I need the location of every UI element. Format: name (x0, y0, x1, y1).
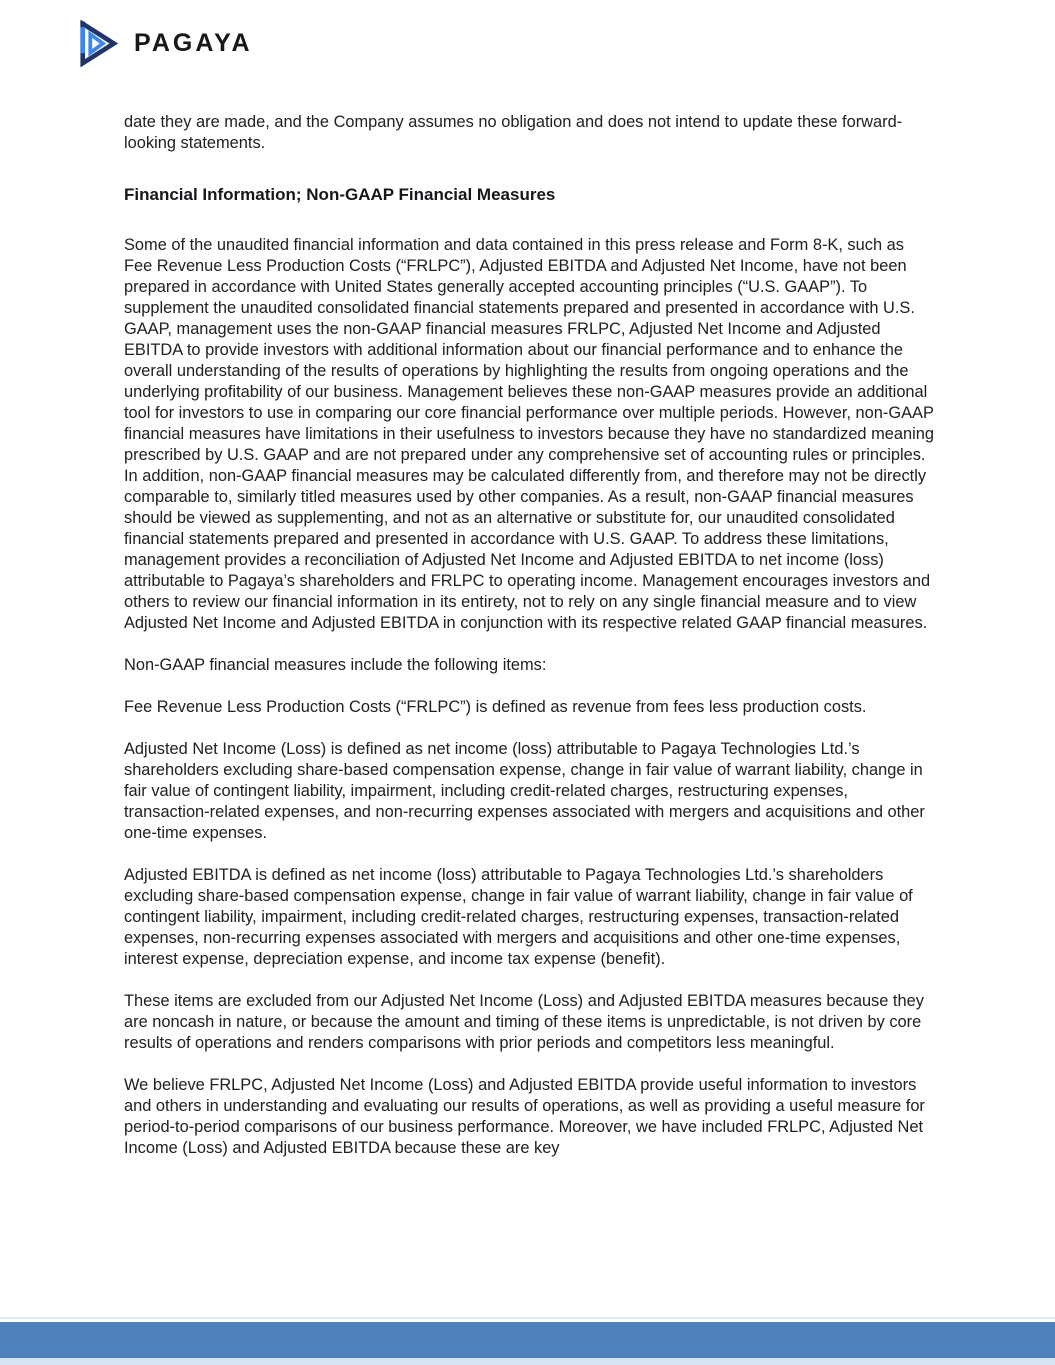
body-paragraph-usefulness: We believe FRLPC, Adjusted Net Income (Loss) and Adjusted EBITDA provide useful information to investors and others in understanding and evaluating our results of operations, as well as providing a useful measure for period-to-period comparisons of our business performance. Moreover, we have included FRLPC, Adjusted Net Income (Loss) and Adjusted EBITDA because these are key (124, 1076, 925, 1157)
pagaya-logo (76, 20, 253, 67)
body-paragraph-adjusted-ebitda-definition: Adjusted EBITDA is defined as net income (loss) attributable to Pagaya Technologies Ltd.’s shareholders excluding share-based compensation expense, change in fair value of warrant liability, change in fair value of contingent liability, impairment, including credit-related charges, restructuring expenses, transaction-related expenses, non-recurring expenses associated with mergers and acquisitions and other one-time expenses, interest expense, depreciation expense, and income tax expense (benefit). (124, 866, 913, 968)
footer-bar (0, 1322, 1055, 1358)
body-paragraph-adjusted-net-income-definition: Adjusted Net Income (Loss) is defined as net income (loss) attributable to Pagaya Technologies Ltd.’s shareholders excluding share-based compensation expense, change in fair value of warrant liability, change in fair value of contingent liability, impairment, including credit-related charges, restructuring expenses, transaction-related expenses, and non-recurring expenses associated with mergers and acquisitions and other one-time expenses. (124, 740, 925, 842)
section-heading: Financial Information; Non-GAAP Financial Measures (124, 185, 556, 204)
pagaya-logo-icon (76, 20, 118, 67)
body-paragraph-non-gaap-overview: Some of the unaudited financial information and data contained in this press release and Form 8-K, such as Fee Revenue Less Production Costs (“FRLPC”), Adjusted EBITDA and Adjusted Net Income, have not been prepared in accordance with United States generally accepted accounting principles (“U.S. GAAP”). To supplement the unaudited consolidated financial statements prepared and presented in accordance with U.S. GAAP, management uses the non-GAAP financial measures FRLPC, Adjusted Net Income and Adjusted EBITDA to provide investors with additional information about our financial performance and to enhance the overall understanding of the results of operations by highlighting the results from ongoing operations and the underlying profitability of our business. Management believes these non-GAAP measures provide an additional tool for investors to use in comparing our core financial performance over multiple periods. However, non-GAAP financial measures have limitations in their usefulness to investors because they have no standardized meaning prescribed by U.S. GAAP and are not prepared under any comprehensive set of accounting rules or principles. In addition, non-GAAP financial measures may be calculated differently from, and therefore may not be directly comparable to, similarly titled measures used by other companies. As a result, non-GAAP financial measures should be viewed as supplementing, and not as an alternative or substitute for, our unaudited consolidated financial statements prepared and presented in accordance with U.S. GAAP. To address these limitations, management provides a reconciliation of Adjusted Net Income and Adjusted EBITDA to net income (loss) attributable to Pagaya’s shareholders and FRLPC to operating income. Management encourages investors and others to review our financial information in its entirety, not to rely on any single financial measure and to view Adjusted Net Income and Adjusted EBITDA in conjunction with its respective related GAAP financial measures. (124, 236, 934, 632)
body-paragraph-excluded-items: These items are excluded from our Adjusted Net Income (Loss) and Adjusted EBITDA measures because they are noncash in nature, or because the amount and timing of these items is unpredictable, is not driven by core results of operations and renders comparisons with prior periods and competitors less meaningful. (124, 992, 924, 1052)
footer-hairline (0, 1317, 1055, 1319)
document-body (124, 112, 936, 1180)
footer-accent-strip (0, 1358, 1055, 1365)
body-paragraph-items-intro: Non-GAAP financial measures include the following items: (124, 656, 547, 674)
continuation-paragraph: date they are made, and the Company assumes no obligation and does not intend to update these forward-looking statements. (124, 113, 903, 152)
body-paragraph-frlpc-definition: Fee Revenue Less Production Costs (“FRLPC”) is defined as revenue from fees less production costs. (124, 698, 867, 716)
pagaya-logo-wordmark: PAGAYA (134, 29, 253, 57)
